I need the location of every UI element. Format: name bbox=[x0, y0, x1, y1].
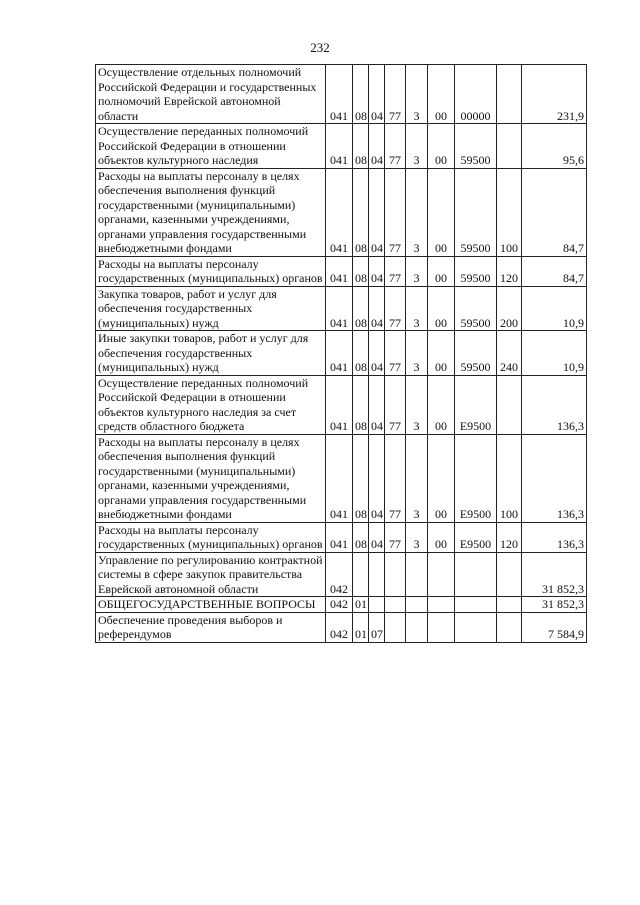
subsection-code-cell: 04 bbox=[369, 522, 385, 552]
program-code-cell bbox=[385, 612, 406, 642]
amount-cell: 10,9 bbox=[522, 286, 587, 331]
group-code-cell: 00 bbox=[428, 124, 455, 169]
table-row bbox=[96, 434, 587, 522]
subprogram-code-cell: 3 bbox=[406, 65, 428, 124]
budget-table bbox=[95, 64, 587, 643]
subsection-code-cell: 07 bbox=[369, 612, 385, 642]
amount-cell: 31 852,3 bbox=[522, 552, 587, 597]
group-code-cell bbox=[428, 552, 455, 597]
subsection-code-cell bbox=[369, 552, 385, 597]
row-name-cell: Осуществление переданных полномочий Российской Федерации в отношении объектов культурного наследия bbox=[96, 124, 326, 169]
ministry-code-cell: 041 bbox=[326, 168, 353, 256]
section-code-cell: 08 bbox=[353, 286, 369, 331]
subsection-code-cell: 04 bbox=[369, 256, 385, 286]
group-code-cell: 00 bbox=[428, 331, 455, 376]
section-code-cell: 08 bbox=[353, 124, 369, 169]
subprogram-code-cell bbox=[406, 597, 428, 613]
expense-type-cell: 120 bbox=[497, 522, 522, 552]
ministry-code-cell: 041 bbox=[326, 375, 353, 434]
row-name-cell: Управление по регулированию контрактной системы в сфере закупок правительства Еврейской автономной области bbox=[96, 552, 326, 597]
program-code-cell: 77 bbox=[385, 434, 406, 522]
ministry-code-cell: 041 bbox=[326, 286, 353, 331]
group-code-cell: 00 bbox=[428, 65, 455, 124]
subprogram-code-cell: 3 bbox=[406, 522, 428, 552]
table-body bbox=[96, 65, 587, 643]
subprogram-code-cell: 3 bbox=[406, 331, 428, 376]
direction-code-cell bbox=[455, 597, 497, 613]
table-row bbox=[96, 256, 587, 286]
row-name-cell: Закупка товаров, работ и услуг для обеспечения государственных (муниципальных) нужд bbox=[96, 286, 326, 331]
program-code-cell: 77 bbox=[385, 331, 406, 376]
program-code-cell: 77 bbox=[385, 375, 406, 434]
section-code-cell: 08 bbox=[353, 65, 369, 124]
table-row bbox=[96, 522, 587, 552]
section-code-cell: 08 bbox=[353, 168, 369, 256]
subprogram-code-cell: 3 bbox=[406, 434, 428, 522]
table-row bbox=[96, 286, 587, 331]
expense-type-cell: 240 bbox=[497, 331, 522, 376]
expense-type-cell: 120 bbox=[497, 256, 522, 286]
direction-code-cell: 59500 bbox=[455, 168, 497, 256]
direction-code-cell: Е9500 bbox=[455, 522, 497, 552]
group-code-cell bbox=[428, 612, 455, 642]
amount-cell: 231,9 bbox=[522, 65, 587, 124]
subprogram-code-cell: 3 bbox=[406, 256, 428, 286]
row-name-cell: Иные закупки товаров, работ и услуг для обеспечения государственных (муниципальных) нужд bbox=[96, 331, 326, 376]
row-name-cell: Осуществление переданных полномочий Российской Федерации в отношении объектов культурного наследия за счет средств областного бюджета bbox=[96, 375, 326, 434]
subprogram-code-cell bbox=[406, 552, 428, 597]
ministry-code-cell: 042 bbox=[326, 597, 353, 613]
expense-type-cell bbox=[497, 375, 522, 434]
program-code-cell: 77 bbox=[385, 168, 406, 256]
page-number: 232 bbox=[310, 40, 330, 55]
group-code-cell: 00 bbox=[428, 522, 455, 552]
subsection-code-cell: 04 bbox=[369, 286, 385, 331]
amount-cell: 136,3 bbox=[522, 522, 587, 552]
expense-type-cell bbox=[497, 597, 522, 613]
subsection-code-cell: 04 bbox=[369, 65, 385, 124]
section-code-cell: 08 bbox=[353, 331, 369, 376]
table-row bbox=[96, 331, 587, 376]
group-code-cell: 00 bbox=[428, 286, 455, 331]
table-row bbox=[96, 375, 587, 434]
table-row bbox=[96, 65, 587, 124]
amount-cell: 10,9 bbox=[522, 331, 587, 376]
subprogram-code-cell: 3 bbox=[406, 168, 428, 256]
section-code-cell: 01 bbox=[353, 612, 369, 642]
amount-cell: 136,3 bbox=[522, 434, 587, 522]
ministry-code-cell: 041 bbox=[326, 65, 353, 124]
subsection-code-cell: 04 bbox=[369, 124, 385, 169]
expense-type-cell: 200 bbox=[497, 286, 522, 331]
ministry-code-cell: 041 bbox=[326, 434, 353, 522]
subsection-code-cell: 04 bbox=[369, 434, 385, 522]
ministry-code-cell: 042 bbox=[326, 552, 353, 597]
program-code-cell bbox=[385, 597, 406, 613]
subsection-code-cell: 04 bbox=[369, 168, 385, 256]
direction-code-cell: 59500 bbox=[455, 256, 497, 286]
ministry-code-cell: 042 bbox=[326, 612, 353, 642]
row-name-cell: Расходы на выплаты персоналу в целях обеспечения выполнения функций государственными (муниципальными) органами, казенными учреждениями, органами управления государственными внебюджетными фондами bbox=[96, 168, 326, 256]
program-code-cell: 77 bbox=[385, 256, 406, 286]
direction-code-cell: 00000 bbox=[455, 65, 497, 124]
subprogram-code-cell: 3 bbox=[406, 286, 428, 331]
amount-cell: 95,6 bbox=[522, 124, 587, 169]
table-row bbox=[96, 612, 587, 642]
direction-code-cell: Е9500 bbox=[455, 434, 497, 522]
row-name-cell: Расходы на выплаты персоналу государственных (муниципальных) органов bbox=[96, 256, 326, 286]
direction-code-cell bbox=[455, 612, 497, 642]
expense-type-cell bbox=[497, 552, 522, 597]
expense-type-cell bbox=[497, 612, 522, 642]
expense-type-cell: 100 bbox=[497, 434, 522, 522]
group-code-cell bbox=[428, 597, 455, 613]
group-code-cell: 00 bbox=[428, 168, 455, 256]
program-code-cell: 77 bbox=[385, 124, 406, 169]
expense-type-cell bbox=[497, 65, 522, 124]
row-name-cell: Расходы на выплаты персоналу в целях обеспечения выполнения функций государственными (муниципальными) органами, казенными учреждениями, органами управления государственными внебюджетными фондами bbox=[96, 434, 326, 522]
direction-code-cell: Е9500 bbox=[455, 375, 497, 434]
section-code-cell bbox=[353, 552, 369, 597]
amount-cell: 84,7 bbox=[522, 168, 587, 256]
row-name-cell: ОБЩЕГОСУДАРСТВЕННЫЕ ВОПРОСЫ bbox=[96, 597, 326, 613]
direction-code-cell bbox=[455, 552, 497, 597]
section-code-cell: 08 bbox=[353, 375, 369, 434]
subsection-code-cell bbox=[369, 597, 385, 613]
ministry-code-cell: 041 bbox=[326, 124, 353, 169]
section-code-cell: 01 bbox=[353, 597, 369, 613]
direction-code-cell: 59500 bbox=[455, 331, 497, 376]
section-code-cell: 08 bbox=[353, 522, 369, 552]
row-name-cell: Обеспечение проведения выборов и референдумов bbox=[96, 612, 326, 642]
program-code-cell bbox=[385, 552, 406, 597]
table-row bbox=[96, 552, 587, 597]
subsection-code-cell: 04 bbox=[369, 375, 385, 434]
section-code-cell: 08 bbox=[353, 256, 369, 286]
amount-cell: 7 584,9 bbox=[522, 612, 587, 642]
expense-type-cell: 100 bbox=[497, 168, 522, 256]
ministry-code-cell: 041 bbox=[326, 256, 353, 286]
subprogram-code-cell: 3 bbox=[406, 124, 428, 169]
ministry-code-cell: 041 bbox=[326, 522, 353, 552]
direction-code-cell: 59500 bbox=[455, 286, 497, 331]
subsection-code-cell: 04 bbox=[369, 331, 385, 376]
group-code-cell: 00 bbox=[428, 375, 455, 434]
amount-cell: 136,3 bbox=[522, 375, 587, 434]
section-code-cell: 08 bbox=[353, 434, 369, 522]
program-code-cell: 77 bbox=[385, 522, 406, 552]
table-row bbox=[96, 597, 587, 613]
table-row bbox=[96, 168, 587, 256]
group-code-cell: 00 bbox=[428, 256, 455, 286]
direction-code-cell: 59500 bbox=[455, 124, 497, 169]
subprogram-code-cell: 3 bbox=[406, 375, 428, 434]
program-code-cell: 77 bbox=[385, 65, 406, 124]
row-name-cell: Осуществление отдельных полномочий Российской Федерации и государственных полномочий Еврейской автономной области bbox=[96, 65, 326, 124]
expense-type-cell bbox=[497, 124, 522, 169]
program-code-cell: 77 bbox=[385, 286, 406, 331]
group-code-cell: 00 bbox=[428, 434, 455, 522]
amount-cell: 31 852,3 bbox=[522, 597, 587, 613]
subprogram-code-cell bbox=[406, 612, 428, 642]
amount-cell: 84,7 bbox=[522, 256, 587, 286]
row-name-cell: Расходы на выплаты персоналу государственных (муниципальных) органов bbox=[96, 522, 326, 552]
ministry-code-cell: 041 bbox=[326, 331, 353, 376]
table-row bbox=[96, 124, 587, 169]
